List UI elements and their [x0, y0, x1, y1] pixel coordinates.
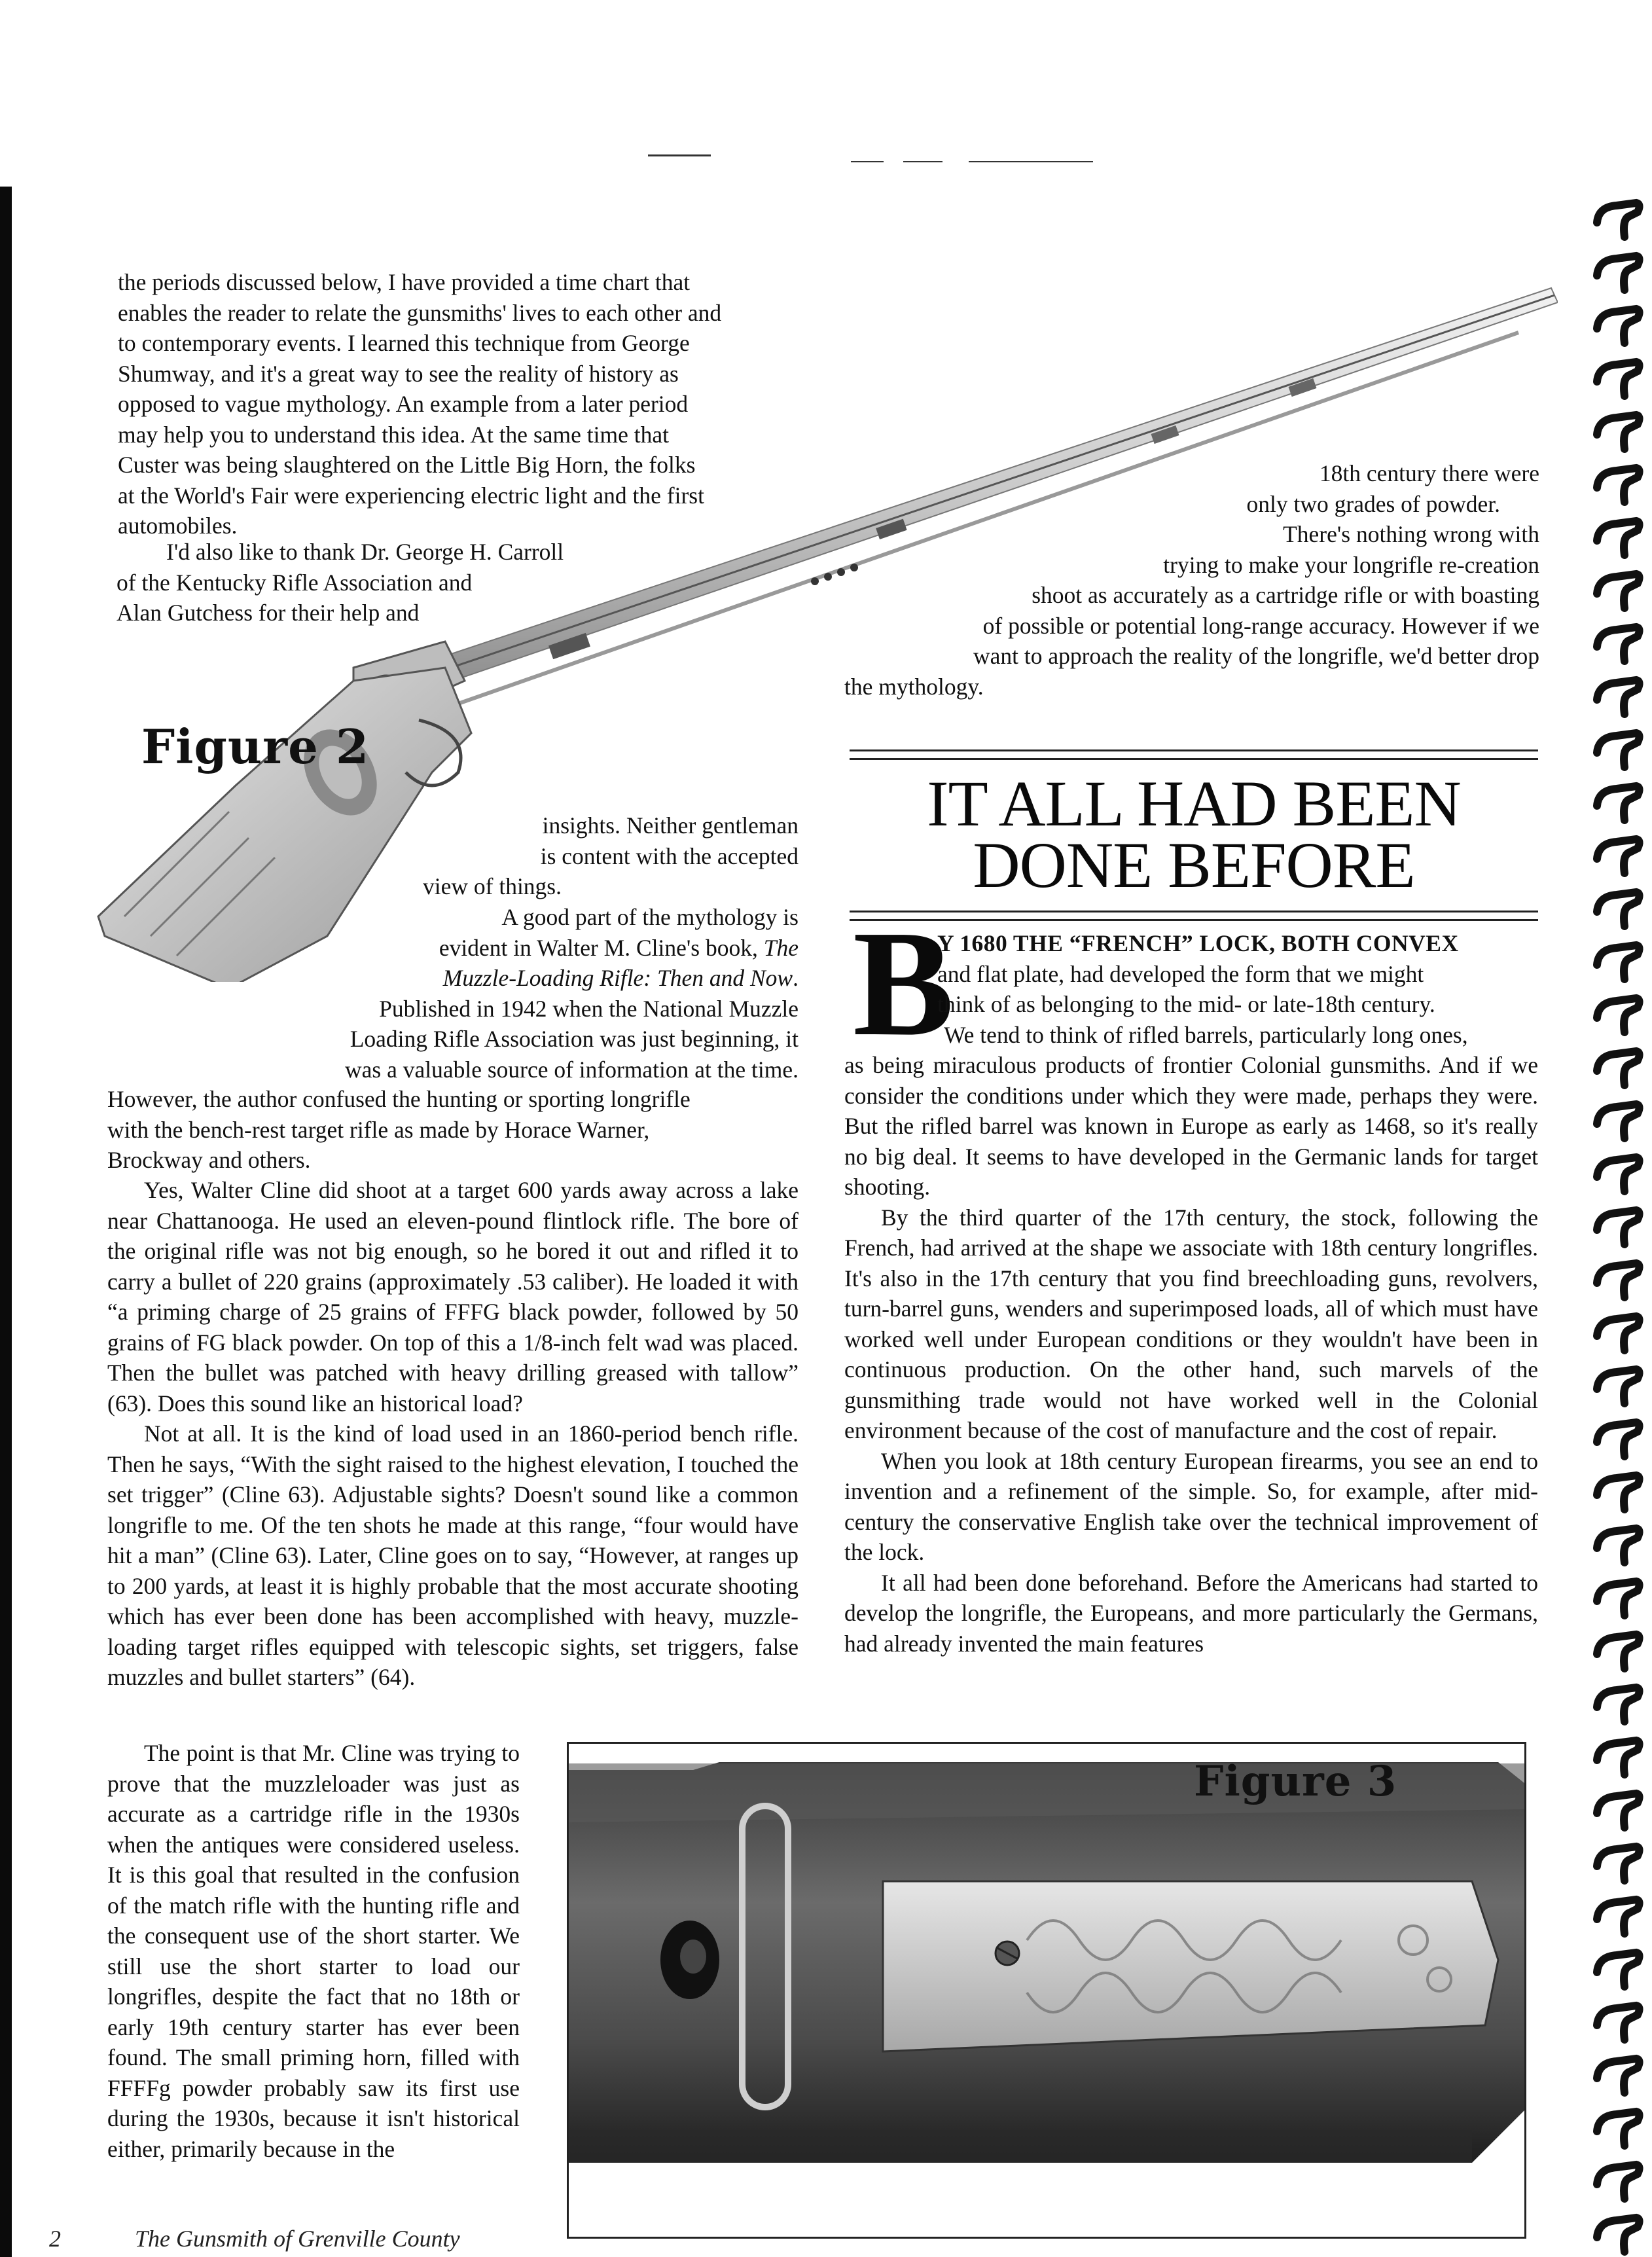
- binding-coil: [1597, 2006, 1640, 2040]
- right-para-3: When you look at 18th century European firearms, you see an end to invention and a refinement of the simple. So, for example, after mid-century the conservative English take over the technical improvement of the lock.: [844, 1447, 1538, 1565]
- text-line: may help you to understand this idea. At the same time that: [118, 421, 669, 448]
- text-line: insights. Neither gentleman: [542, 812, 799, 839]
- text-line: to contemporary events. I learned this technique from George: [118, 330, 690, 356]
- binding-coil: [1597, 786, 1640, 820]
- binding-coil: [1597, 256, 1640, 290]
- binding-coil: [1597, 415, 1640, 449]
- text-line: the periods discussed below, I have provided a time chart that: [118, 269, 691, 295]
- text-line: want to approach the reality of the longrifle, we'd better drop: [973, 643, 1539, 669]
- right-para-2: By the third quarter of the 17th century, the stock, following the French, had arrived at the shape we associate with 18th century longrifles. It's also in the 17th century that you find breechloading guns, revolvers, turn-barrel guns, wenders and superimposed loads, all of which must have worked well under European conditions or they wouldn't have been in continuous production. On the other hand, such marvels of the gunsmithing trade would not have worked well in the Colonial environment because of the cost of manufacture and the cost of repair.: [844, 1204, 1538, 1443]
- section-heading: IT ALL HAD BEEN DONE BEFORE: [927, 767, 1461, 901]
- binding-coil: [1597, 1422, 1640, 1456]
- left-para-2: [117, 537, 588, 628]
- page-footer: [49, 2224, 769, 2253]
- binding-coil: [1597, 468, 1640, 502]
- binding-coil: [1597, 2112, 1640, 2146]
- binding-coil: [1597, 1263, 1640, 1297]
- text-line: at the World's Fair were experiencing electric light and the first: [118, 482, 704, 509]
- text-line: think of as belonging to the mid- or late-18th century.: [937, 991, 1435, 1017]
- page-edge-shadow: [0, 187, 12, 2257]
- text-line: Muzzle-Loading Rifle: Then and Now.: [442, 965, 799, 991]
- spiral-binding: [1590, 190, 1652, 2257]
- double-rule-top: [850, 749, 1538, 760]
- text-line: was a valuable source of information at the time.: [345, 1056, 799, 1083]
- text-line: Loading Rifle Association was just beginning, it: [350, 1026, 799, 1052]
- left-para-3-top: [196, 902, 799, 1085]
- text-line: opposed to vague mythology. An example from a later period: [118, 391, 689, 417]
- section-heading-block: [850, 749, 1538, 924]
- rifle-stock-detail-photo: [569, 1744, 1524, 2237]
- text-line: evident in Walter M. Cline's book, The: [439, 934, 799, 961]
- drop-cap: B: [853, 899, 954, 1068]
- top-rule-mark: [969, 161, 1093, 162]
- text-line: 18th century there were: [1319, 460, 1539, 486]
- text-line: is content with the accepted: [540, 842, 799, 869]
- text-line: of the Kentucky Rifle Association and: [117, 569, 473, 596]
- binding-coil: [1597, 1634, 1640, 1669]
- binding-coil: [1597, 1900, 1640, 1934]
- text-line: view of things.: [423, 873, 562, 899]
- text-line: the mythology.: [844, 673, 984, 700]
- binding-coil: [1597, 309, 1640, 343]
- binding-coil: [1597, 2165, 1640, 2199]
- text-line: enables the reader to relate the gunsmiths' lives to each other and: [118, 299, 722, 326]
- left-para-5: Not at all. It is the kind of load used in an 1860-period bench rifle. Then he says, “With the sight raised to the highest elevation, I touched the set trigger” (Cline 63). Adjustable sights? Doesn't sound like a common longrifle to me. Of the ten shots he made at this range, “four would have hit a man” (Cline 63). Later, Cline goes on to say, “However, at ranges up to 200 yards, at least it is highly probable that the most accurate shooting which has ever been done has been accomplished with heavy, muzzle-loading target rifles equipped with telescopic sights, set triggers, false muzzles and bullet starters” (64).: [107, 1420, 799, 1690]
- left-para-6: The point is that Mr. Cline was trying to prove that the muzzleloader was just as accurate as a cartridge rifle in the 1930s when the antiques were considered useless. It is this goal that resulted in the confusion of the match rifle with the hunting rifle and the consequent use of the short starter. We still use the short starter to load our longrifles, despite the fact that no 18th or early 19th century starter has ever been found. The small priming horn, filled with FFFFg powder probably saw its first use during the 1930s, because it isn't historical either, primarily because in the: [107, 1740, 520, 2162]
- binding-coil: [1597, 362, 1640, 396]
- figure-3-label: Figure 3: [1194, 1757, 1397, 1806]
- right-body: [844, 1050, 1538, 1659]
- binding-coil: [1597, 945, 1640, 979]
- binding-coil: [1597, 2059, 1640, 2093]
- binding-coil: [1597, 1741, 1640, 1775]
- top-rule-mark: [851, 161, 884, 162]
- binding-coil: [1597, 1528, 1640, 1562]
- binding-coil: [1597, 1316, 1640, 1350]
- top-rule-mark: [903, 161, 943, 162]
- text-line: We tend to think of rifled barrels, particularly long ones,: [944, 1021, 1468, 1048]
- text-line: Alan Gutchess for their help and: [117, 600, 420, 626]
- text-line: Published in 1942 when the National Muzzle: [379, 995, 799, 1022]
- right-lead-lines: [937, 928, 1538, 1050]
- text-line: trying to make your longrifle re-creation: [1163, 551, 1539, 578]
- text-line: A good part of the mythology is: [501, 904, 799, 930]
- top-rule-mark: [648, 154, 711, 156]
- text-line: Brockway and others.: [107, 1147, 311, 1173]
- text-line: with the bench-rest target rifle as made by Horace Warner,: [107, 1116, 650, 1143]
- text-line: However, the author confused the hunting or sporting longrifle: [107, 1086, 691, 1112]
- binding-coil: [1597, 203, 1640, 237]
- right-para-4: It all had been done beforehand. Before the Americans had started to develop the longrifle, the Europeans, and more particularly the Germans, had already invented the main features: [844, 1569, 1538, 1657]
- binding-coil: [1597, 1369, 1640, 1403]
- binding-coil: [1597, 2218, 1640, 2252]
- figure-3-box: [567, 1742, 1526, 2239]
- right-lead-rest: as being miraculous products of frontier Colonial gunsmiths. And if we consider the conditions under which they were made, perhaps they were. But the rifled barrel was known in Europe as early as 1468, so it's really no big deal. It seems to have developed in the Germanic lands for target shooting.: [844, 1052, 1538, 1200]
- binding-coil: [1597, 1051, 1640, 1085]
- text-line: Shumway, and it's a great way to see the reality of history as: [118, 360, 679, 387]
- figure-2-label: Figure 2: [141, 719, 370, 774]
- binding-coil: [1597, 521, 1640, 555]
- binding-coil: [1597, 892, 1640, 926]
- binding-coil: [1597, 1210, 1640, 1244]
- running-title: The Gunsmith of Grenville County: [135, 2226, 460, 2252]
- binding-coil: [1597, 627, 1640, 661]
- right-para-top: [844, 458, 1539, 702]
- text-line: Custer was being slaughtered on the Little Big Horn, the folks: [118, 452, 696, 478]
- left-para-2-cont: [393, 810, 799, 902]
- lead-caps-line: Y 1680 THE “FRENCH” LOCK, BOTH CONVEX: [937, 930, 1459, 956]
- binding-coil: [1597, 1953, 1640, 1987]
- text-line: shoot as accurately as a cartridge rifle or with boasting: [1032, 582, 1539, 608]
- left-body: [107, 1175, 799, 1693]
- text-line: There's nothing wrong with: [1283, 521, 1539, 547]
- binding-coil: [1597, 1794, 1640, 1828]
- binding-coil: [1597, 1475, 1640, 1509]
- binding-coil: [1597, 1847, 1640, 1881]
- left-para-4: Yes, Walter Cline did shoot at a target 600 yards away across a lake near Chattanooga. He used an eleven-pound flintlock rifle. The bore of the original rifle was not big enough, so he bored it out and rifled it to carry a bullet of 220 grains (approximately .53 caliber). He loaded it with “a priming charge of 25 grains of FFFG black powder, followed by 50 grains of FG black powder. On top of this a 1/8-inch felt wad was placed. Then the bullet was patched with heavy drilling greased with tallow” (63). Does this sound like an historical load?: [107, 1177, 799, 1417]
- binding-coil: [1597, 1104, 1640, 1138]
- binding-coil: [1597, 998, 1640, 1032]
- binding-coil: [1597, 733, 1640, 767]
- left-para-3-bottom: [107, 1084, 799, 1176]
- text-line: only two grades of powder.: [1246, 490, 1500, 517]
- text-line: I'd also like to thank Dr. George H. Carroll: [166, 539, 564, 565]
- text-line: automobiles.: [118, 513, 238, 539]
- binding-coil: [1597, 680, 1640, 714]
- binding-coil: [1597, 574, 1640, 608]
- binding-coil: [1597, 1688, 1640, 1722]
- text-line: and flat plate, had developed the form that we might: [937, 960, 1424, 987]
- binding-coil: [1597, 1157, 1640, 1191]
- binding-coil: [1597, 1581, 1640, 1616]
- left-para-1: [118, 267, 808, 541]
- page-number: 2: [49, 2226, 61, 2252]
- binding-coil: [1597, 839, 1640, 873]
- text-line: of possible or potential long-range accuracy. However if we: [982, 612, 1539, 639]
